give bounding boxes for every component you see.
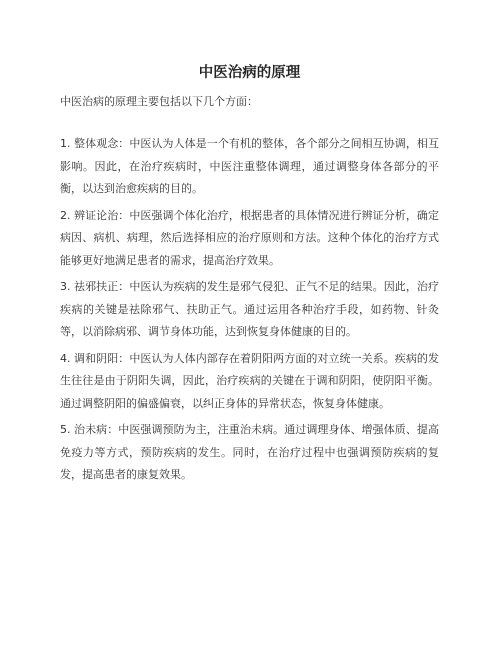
principle-item-3: 3. 祛邪扶正：中医认为疾病的发生是邪气侵犯、正气不足的结果。因此，治疗疾病的关键是祛除邪气、扶助正气。通过运用各种治疗手段，如药物、针灸等，以消除病邪、调节身体功能，达到恢复身体健康的目的。 bbox=[60, 280, 439, 338]
intro-paragraph: 中医治病的原理主要包括以下几个方面： bbox=[60, 95, 258, 108]
principle-item-4: 4. 调和阴阳：中医认为人体内部存在着阴阳两方面的对立统一关系。疾病的发生往往是由于阴阳失调，因此，治疗疾病的关键在于调和阴阳，使阴阳平衡。通过调整阴阳的偏盛偏衰，以纠正身体的异常状态，恢复身体健康。 bbox=[60, 351, 439, 410]
principle-item-1: 1. 整体观念：中医认为人体是一个有机的整体，各个部分之间相互协调，相互影响。因此，在治疗疾病时，中医注重整体调理，通过调整身体各部分的平衡，以达到治愈疾病的目的。 bbox=[60, 137, 439, 195]
document-title: 中医治病的原理 bbox=[198, 65, 301, 81]
principle-item-5: 5. 治未病：中医强调预防为主，注重治未病。通过调理身体、增强体质、提高免疫力等方式，预防疾病的发生。同时，在治疗过程中也强调预防疾病的复发，提高患者的康复效果。 bbox=[60, 423, 439, 481]
principle-item-2: 2. 辨证论治：中医强调个体化治疗，根据患者的具体情况进行辨证分析，确定病因、病机、病理，然后选择相应的治疗原则和方法。这种个体化的治疗方式能够更好地满足患者的需求，提高治疗效果。 bbox=[60, 208, 439, 267]
